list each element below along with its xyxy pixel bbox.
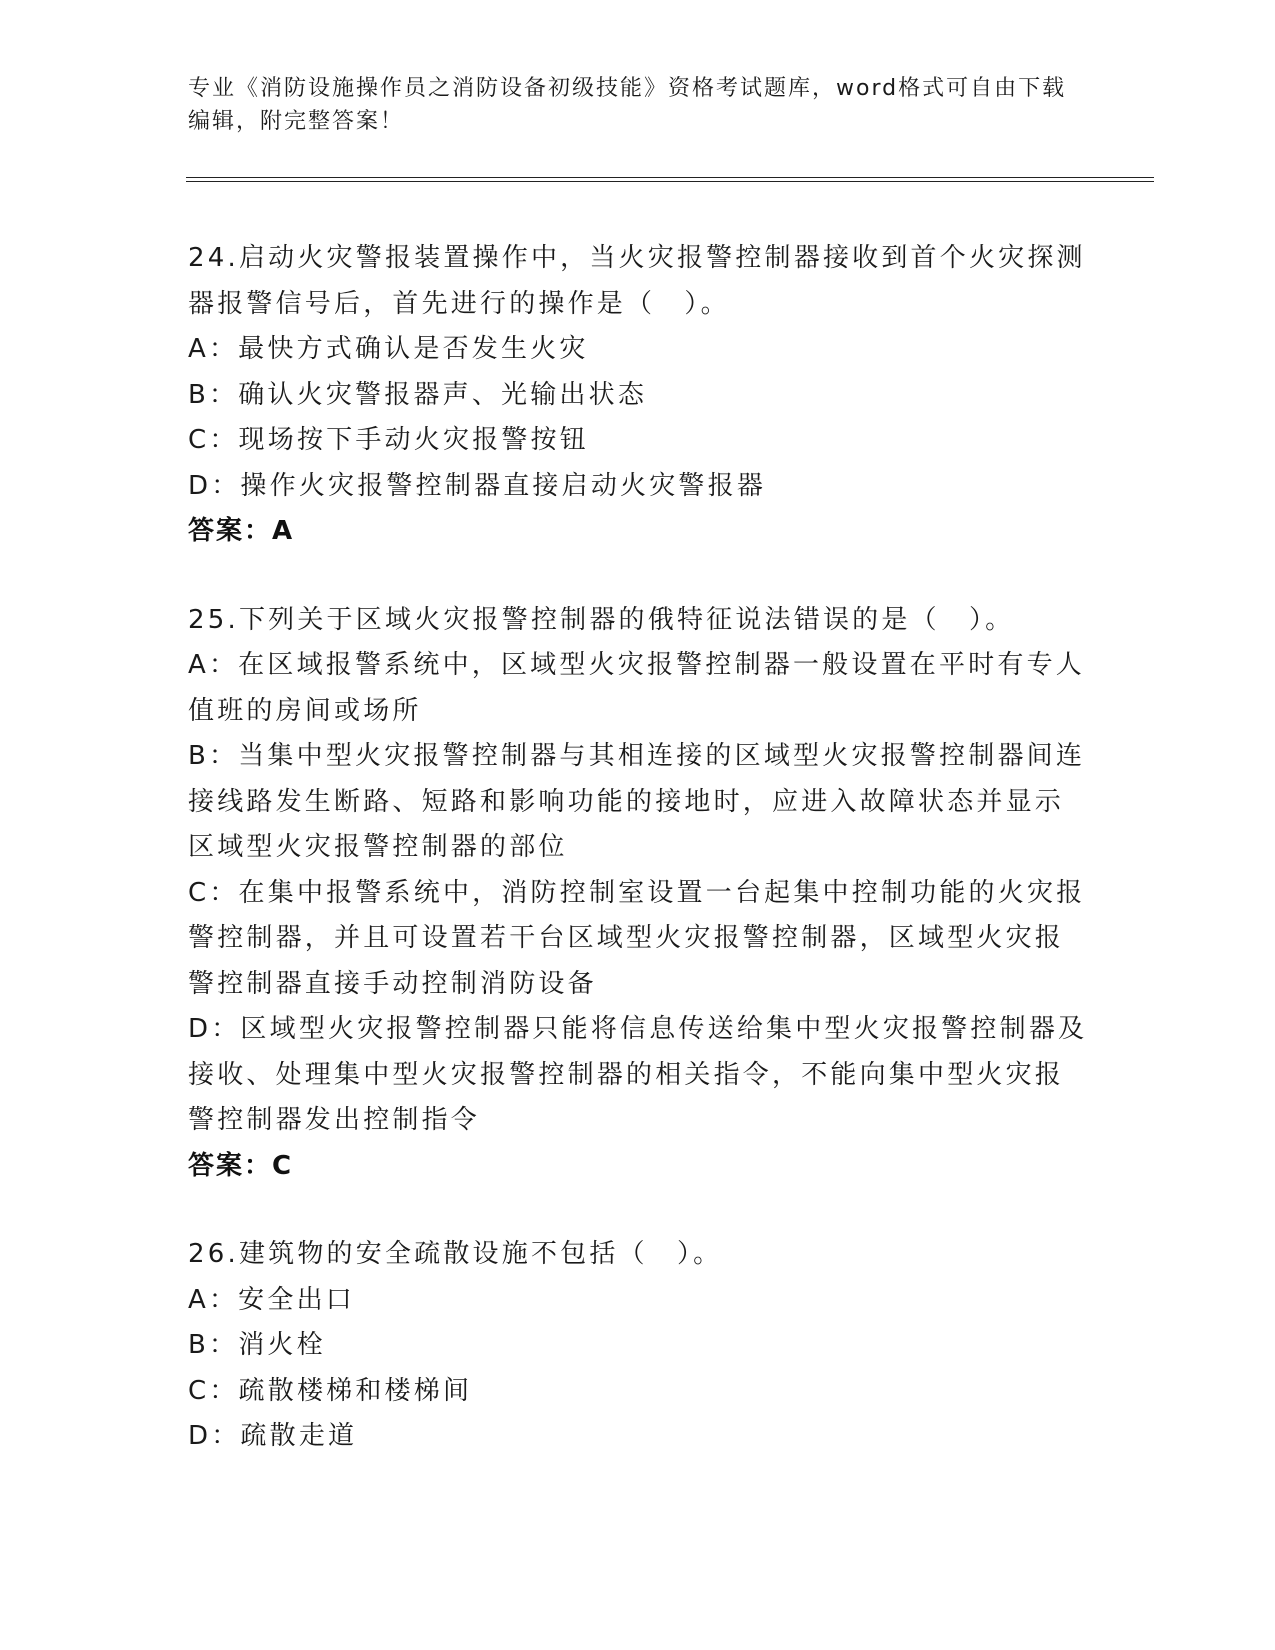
question-26 [188,1232,1088,1460]
option-d: D：操作火灾报警控制器直接启动火灾警报器 [188,470,767,501]
option-a: A：安全出口 [188,1284,355,1315]
answer-label: 答案： [188,1150,273,1181]
option-b: B：确认火灾警报器声、光输出状态 [188,379,648,410]
question-24 [188,236,1088,555]
option-b: B：消火栓 [188,1330,326,1360]
question-list [188,236,1088,1503]
answer-line [188,509,1088,555]
answer-value: A [272,516,295,546]
question-25 [188,598,1088,1190]
header-double-rule [186,177,1154,182]
answer-label: 答案： [188,516,273,546]
question-stem: 26.建筑物的安全疏散设施不包括（ ）。 [188,1239,723,1269]
option-d: D：疏散走道 [188,1421,358,1451]
option-c: C：现场按下手动火灾报警按钮 [188,425,589,455]
option-c: C：在集中报警系统中，消防控制室设置一台起集中控制功能的火灾报警控制器，并且可设置若干台区域型火灾报警控制器，区域型火灾报警控制器直接手动控制消防设备 [188,877,1086,999]
option-b: B：当集中型火灾报警控制器与其相连接的区域型火灾报警控制器间连接线路发生断路、短路和影响功能的接地时，应进入故障状态并显示区域型火灾报警控制器的部位 [188,741,1086,862]
option-a: A：在区域报警系统中，区域型火灾报警控制器一般设置在平时有专人值班的房间或场所 [188,650,1085,726]
answer-value: C [272,1150,294,1181]
question-stem: 25.下列关于区域火灾报警控制器的俄特征说法错误的是（ ）。 [188,604,1015,635]
option-c: C：疏散楼梯和楼梯间 [188,1375,473,1406]
option-a: A：最快方式确认是否发生火灾 [188,334,589,364]
document-header-intro: 专业《消防设施操作员之消防设备初级技能》资格考试题库，word格式可自由下载编辑，附完整答案！ [188,76,1067,134]
answer-line [188,1144,1088,1190]
option-d: D：区域型火灾报警控制器只能将信息传送给集中型火灾报警控制器及接收、处理集中型火灾报警控制器的相关指令，不能向集中型火灾报警控制器发出控制指令 [188,1014,1088,1135]
question-stem: 24.启动火灾警报装置操作中，当火灾报警控制器接收到首个火灾探测器报警信号后，首先进行的操作是（ ）。 [188,243,1086,319]
